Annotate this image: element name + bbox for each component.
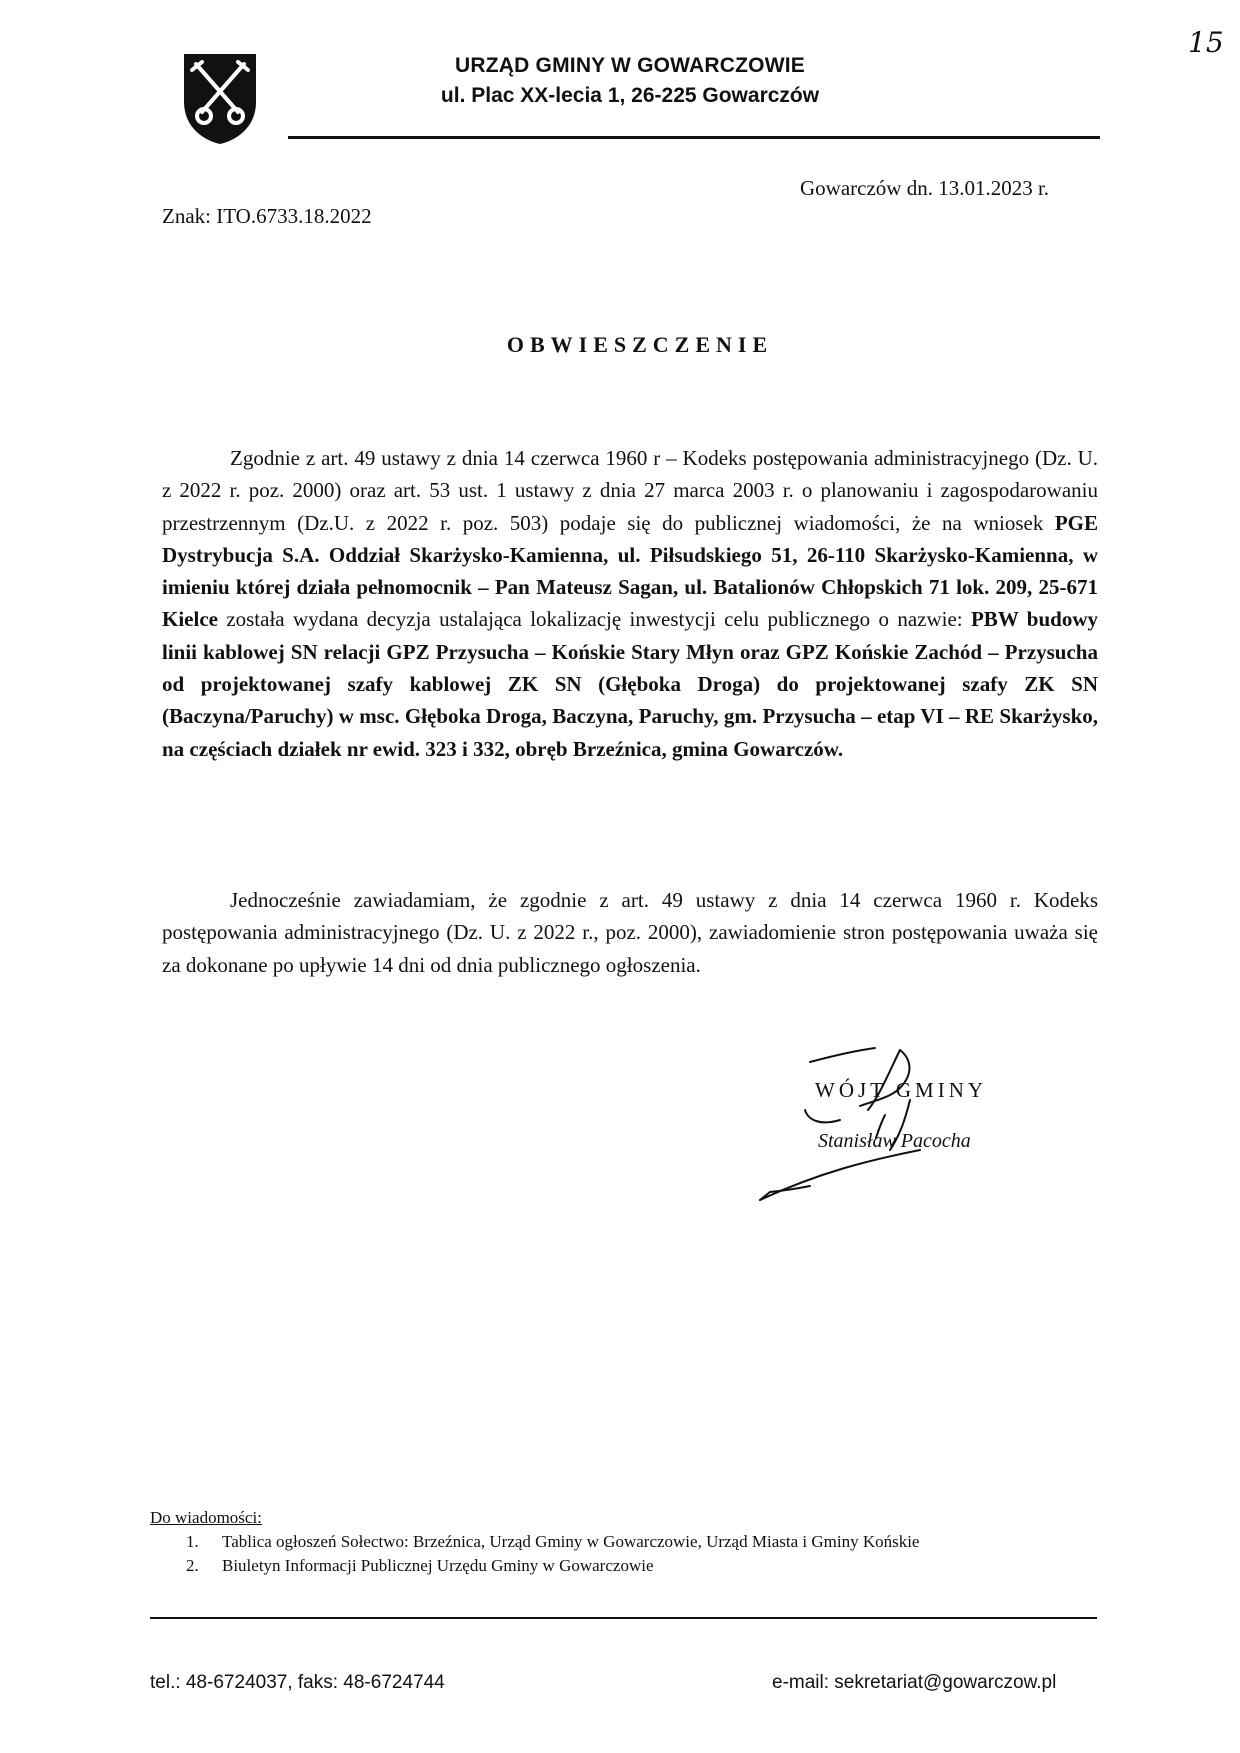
page-number: 15 — [1188, 26, 1224, 59]
paragraph-text: Zgodnie z art. 49 ustawy z dnia 14 czerwca 1960 r – Kodeks postępowania administracyjnego (Dz. U. z 2022 r. poz. 2000) oraz art. 53 ust. 1 ustawy z dnia 27 marca 2003 r. o planowaniu i zagospodarowaniu przestrzennym (Dz.U. z 2022 r. poz. 503) podaje się do publicznej wiadomości, że na wniosek — [162, 446, 1098, 535]
list-item: 2. Biuletyn Informacji Publicznej Urzędu Gminy w Gowarczowie — [186, 1556, 654, 1575]
signatory-title: WÓJT GMINY — [815, 1078, 988, 1102]
office-address: ul. Plac XX-lecia 1, 26-225 Gowarczów — [440, 84, 820, 107]
office-name: URZĄD GMINY W GOWARCZOWIE — [455, 54, 805, 77]
document-date: Gowarczów dn. 13.01.2023 r. — [800, 176, 1050, 200]
coat-of-arms-icon — [180, 50, 260, 146]
distribution-heading: Do wiadomości: — [150, 1508, 262, 1527]
applicant-details: PGE Dystrybucja S.A. Oddział Skarżysko-Kamienna, ul. Piłsudskiego 51, 26-110 Skarżysko-Kamienna, w imieniu której działa pełnomocnik – Pan Mateusz Sagan, ul. Batalionów Chłopskich 71 lok. 209, 25-671 Kielce — [162, 510, 1098, 632]
footer-divider — [150, 1617, 1097, 1619]
case-reference: Znak: ITO.6733.18.2022 — [162, 204, 372, 228]
notification-paragraph — [162, 884, 1098, 981]
handwritten-signature — [750, 1040, 1050, 1210]
footer-phone-fax: tel.: 48-6724037, faks: 48-6724744 — [150, 1672, 445, 1693]
investment-description: PBW budowy linii kablowej SN relacji GPZ Przysucha – Końskie Stary Młyn oraz GPZ Końskie Zachód – Przysucha od projektowanej szafy kablowej ZK SN (Głęboka Droga) do projektowanej szafy ZK SN (Baczyna/Paruchy) w msc. Głęboka Droga, Baczyna, Paruchy, gm. Przysucha – etap VI – RE Skarżysko, na częściach działek nr ewid. 323 i 332, obręb Brzeźnica, gmina Gowarczów. — [162, 607, 1098, 761]
notice-body-paragraph — [162, 442, 1098, 765]
signatory-name: Stanisław Pacocha — [818, 1130, 971, 1152]
list-item: 1. Tablica ogłoszeń Sołectwo: Brzeźnica, Urząd Gminy w Gowarczowie, Urząd Miasta i Gminy Końskie — [186, 1532, 920, 1551]
footer-email: e-mail: sekretariat@gowarczow.pl — [772, 1672, 1057, 1693]
paragraph-text: została wydana decyzja ustalająca lokalizację inwestycji celu publicznego o nazwie: — [217, 607, 971, 632]
notice-title: OBWIESZCZENIE — [506, 332, 774, 357]
header-divider — [288, 136, 1100, 139]
paragraph-text: Jednocześnie zawiadamiam, że zgodnie z art. 49 ustawy z dnia 14 czerwca 1960 r. Kodeks postępowania administracyjnego (Dz. U. z 2022 r., poz. 2000), zawiadomienie stron postępowania uważa się za dokonane po upływie 14 dni od dnia publicznego ogłoszenia. — [162, 888, 1098, 977]
